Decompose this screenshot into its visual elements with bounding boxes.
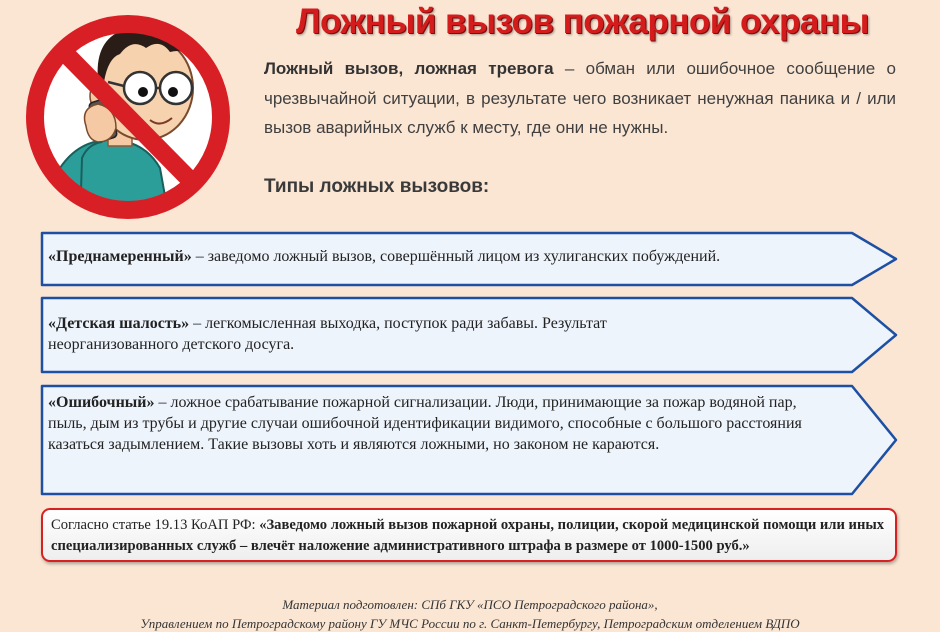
footer-credit-line-2: Управлением по Петроградскому району ГУ МЧС России по г. Санкт-Петербургу, Петроградским отделением ВДПО [140,616,800,631]
type-text [48,392,838,455]
law-notice-quote: «Заведомо ложный вызов пожарной охраны, полиции, скорой медицинской помощи или иных специализированных служб – влечёт наложение административного штрафа в размере от 1000-1500 руб.» [51,517,885,554]
type-term: «Детская шалость» [48,315,190,332]
type-card-intentional [40,231,900,287]
intro-term: Ложный вызов, ложная тревога [264,59,554,78]
type-card-erroneous [40,384,900,496]
intro-text: – обман или ошибочное сообщение о чрезвычайной ситуации, в результате чего возникает ненужная паника и / или вызов аварийных служб к месту, где они не нужны. [264,59,896,137]
type-description: – заведомо ложный вызов, совершённый лицом из хулиганских побуждений. [191,248,721,265]
type-term: «Ошибочный» [48,394,155,411]
type-text [48,246,868,267]
no-prank-call-icon [20,8,242,224]
type-text [48,313,708,355]
law-notice [41,508,897,562]
type-card-child-prank [40,296,900,374]
footer-credit-line-1: Материал подготовлен: СПб ГКУ «ПСО Петроградского района», [282,597,658,612]
type-description: – легкомысленная выходка, поступок ради забавы. Результат неорганизованного детского досуга. [48,315,607,353]
intro-definition [264,54,896,143]
types-heading: Типы ложных вызовов: [264,176,490,197]
law-notice-prefix: Согласно статье 19.13 КоАП РФ: [51,517,260,533]
page-title: Ложный вызов пожарной охраны [296,2,869,41]
type-term: «Преднамеренный» [48,248,192,265]
type-description: – ложное срабатывание пожарной сигнализации. Люди, принимающие за пожар водяной пар, пыль, дым из трубы и другие случаи ошибочной идентификации видимого, способные с большого расстояния казаться задымлением. Такие вызовы хоть и являются ложными, но законом не караются. [48,394,802,453]
